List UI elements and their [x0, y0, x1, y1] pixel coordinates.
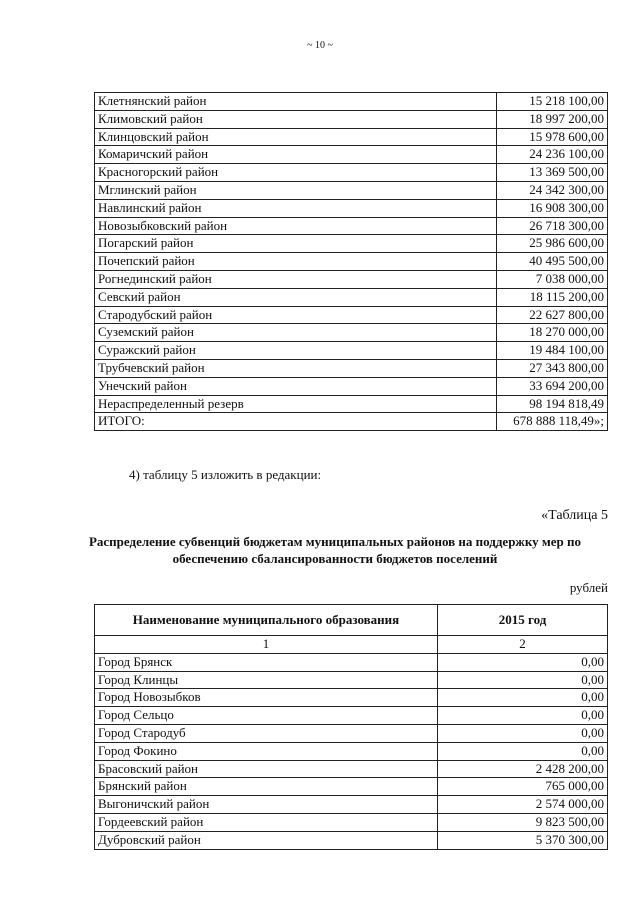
table-row [95, 653, 608, 671]
amount-value: 2 574 000,00 [438, 796, 608, 814]
table-row [95, 395, 608, 413]
header-row [95, 605, 608, 636]
amount-value: 0,00 [438, 707, 608, 725]
amount-value: 33 694 200,00 [497, 377, 608, 395]
municipality-name: Почепский район [95, 253, 497, 271]
allocation-table-continued [94, 92, 608, 431]
amount-value: 40 495 500,00 [497, 253, 608, 271]
table-row [95, 199, 608, 217]
municipality-name: Клетнянский район [95, 93, 497, 111]
table-row [95, 164, 608, 182]
table-row [95, 342, 608, 360]
municipality-name: Нераспределенный резерв [95, 395, 497, 413]
amount-value: 0,00 [438, 689, 608, 707]
table-row [95, 742, 608, 760]
amendment-paragraph: 4) таблицу 5 изложить в редакции: [129, 467, 322, 482]
units-label: рублей [569, 580, 608, 595]
municipality-name: Город Брянск [95, 653, 438, 671]
page-number: ~ 10 ~ [307, 40, 333, 51]
table-row [95, 146, 608, 164]
amount-value: 15 218 100,00 [497, 93, 608, 111]
municipality-name: Комаричский район [95, 146, 497, 164]
municipality-name: Брянский район [95, 778, 438, 796]
table-row [95, 181, 608, 199]
municipality-name: Дубровский район [95, 831, 438, 849]
municipality-name: Суземский район [95, 324, 497, 342]
municipality-name: Стародубский район [95, 306, 497, 324]
municipality-name: Климовский район [95, 110, 497, 128]
amount-value: 9 823 500,00 [438, 813, 608, 831]
table-row [95, 724, 608, 742]
amount-value: 24 342 300,00 [497, 181, 608, 199]
header-municipality: Наименование муниципального образования [95, 605, 438, 636]
table-title: Распределение субвенций бюджетам муниципальных районов на поддержку мер по обеспечению сбалансированности бюджетов поселений [88, 534, 582, 566]
header-year: 2015 год [438, 605, 608, 636]
municipality-name: Суражский район [95, 342, 497, 360]
municipality-name: Выгоничский район [95, 796, 438, 814]
amount-value: 765 000,00 [438, 778, 608, 796]
municipality-name: Клинцовский район [95, 128, 497, 146]
municipality-name: Трубчевский район [95, 359, 497, 377]
table-row [95, 306, 608, 324]
table-row [95, 110, 608, 128]
table-row [95, 796, 608, 814]
municipality-name: Гордеевский район [95, 813, 438, 831]
amount-value: 18 270 000,00 [497, 324, 608, 342]
table-row [95, 253, 608, 271]
municipality-name: ИТОГО: [95, 413, 497, 431]
municipality-name: Мглинский район [95, 181, 497, 199]
municipality-name: Унечский район [95, 377, 497, 395]
table-row [95, 359, 608, 377]
amount-value: 0,00 [438, 653, 608, 671]
table-row [95, 217, 608, 235]
table-row [95, 671, 608, 689]
column-index-1: 1 [95, 636, 438, 654]
municipality-name: Город Стародуб [95, 724, 438, 742]
amount-value: 24 236 100,00 [497, 146, 608, 164]
table-row [95, 235, 608, 253]
municipality-name: Красногорский район [95, 164, 497, 182]
amount-value: 7 038 000,00 [497, 270, 608, 288]
amount-value: 678 888 118,49»; [497, 413, 608, 431]
municipality-name: Город Сельцо [95, 707, 438, 725]
amount-value: 18 115 200,00 [497, 288, 608, 306]
municipality-name: Брасовский район [95, 760, 438, 778]
table-row [95, 93, 608, 111]
table-label: «Таблица 5 [541, 508, 608, 523]
subvention-table [94, 604, 608, 850]
amount-value: 19 484 100,00 [497, 342, 608, 360]
amount-value: 0,00 [438, 671, 608, 689]
column-index-row [95, 636, 608, 654]
municipality-name: Город Клинцы [95, 671, 438, 689]
table-row [95, 288, 608, 306]
column-index-2: 2 [438, 636, 608, 654]
municipality-name: Погарский район [95, 235, 497, 253]
amount-value: 5 370 300,00 [438, 831, 608, 849]
table-row [95, 707, 608, 725]
table-row [95, 128, 608, 146]
municipality-name: Севский район [95, 288, 497, 306]
amount-value: 27 343 800,00 [497, 359, 608, 377]
amount-value: 25 986 600,00 [497, 235, 608, 253]
amount-value: 22 627 800,00 [497, 306, 608, 324]
amount-value: 13 369 500,00 [497, 164, 608, 182]
municipality-name: Город Фокино [95, 742, 438, 760]
amount-value: 26 718 300,00 [497, 217, 608, 235]
municipality-name: Навлинский район [95, 199, 497, 217]
municipality-name: Город Новозыбков [95, 689, 438, 707]
amount-value: 98 194 818,49 [497, 395, 608, 413]
amount-value: 16 908 300,00 [497, 199, 608, 217]
table-row [95, 413, 608, 431]
table-row [95, 760, 608, 778]
amount-value: 2 428 200,00 [438, 760, 608, 778]
municipality-name: Рогнединский район [95, 270, 497, 288]
amount-value: 15 978 600,00 [497, 128, 608, 146]
amount-value: 18 997 200,00 [497, 110, 608, 128]
table-row [95, 377, 608, 395]
table-row [95, 831, 608, 849]
table-row [95, 270, 608, 288]
amount-value: 0,00 [438, 724, 608, 742]
table-row [95, 778, 608, 796]
municipality-name: Новозыбковский район [95, 217, 497, 235]
table-row [95, 813, 608, 831]
table-row [95, 689, 608, 707]
amount-value: 0,00 [438, 742, 608, 760]
table-row [95, 324, 608, 342]
